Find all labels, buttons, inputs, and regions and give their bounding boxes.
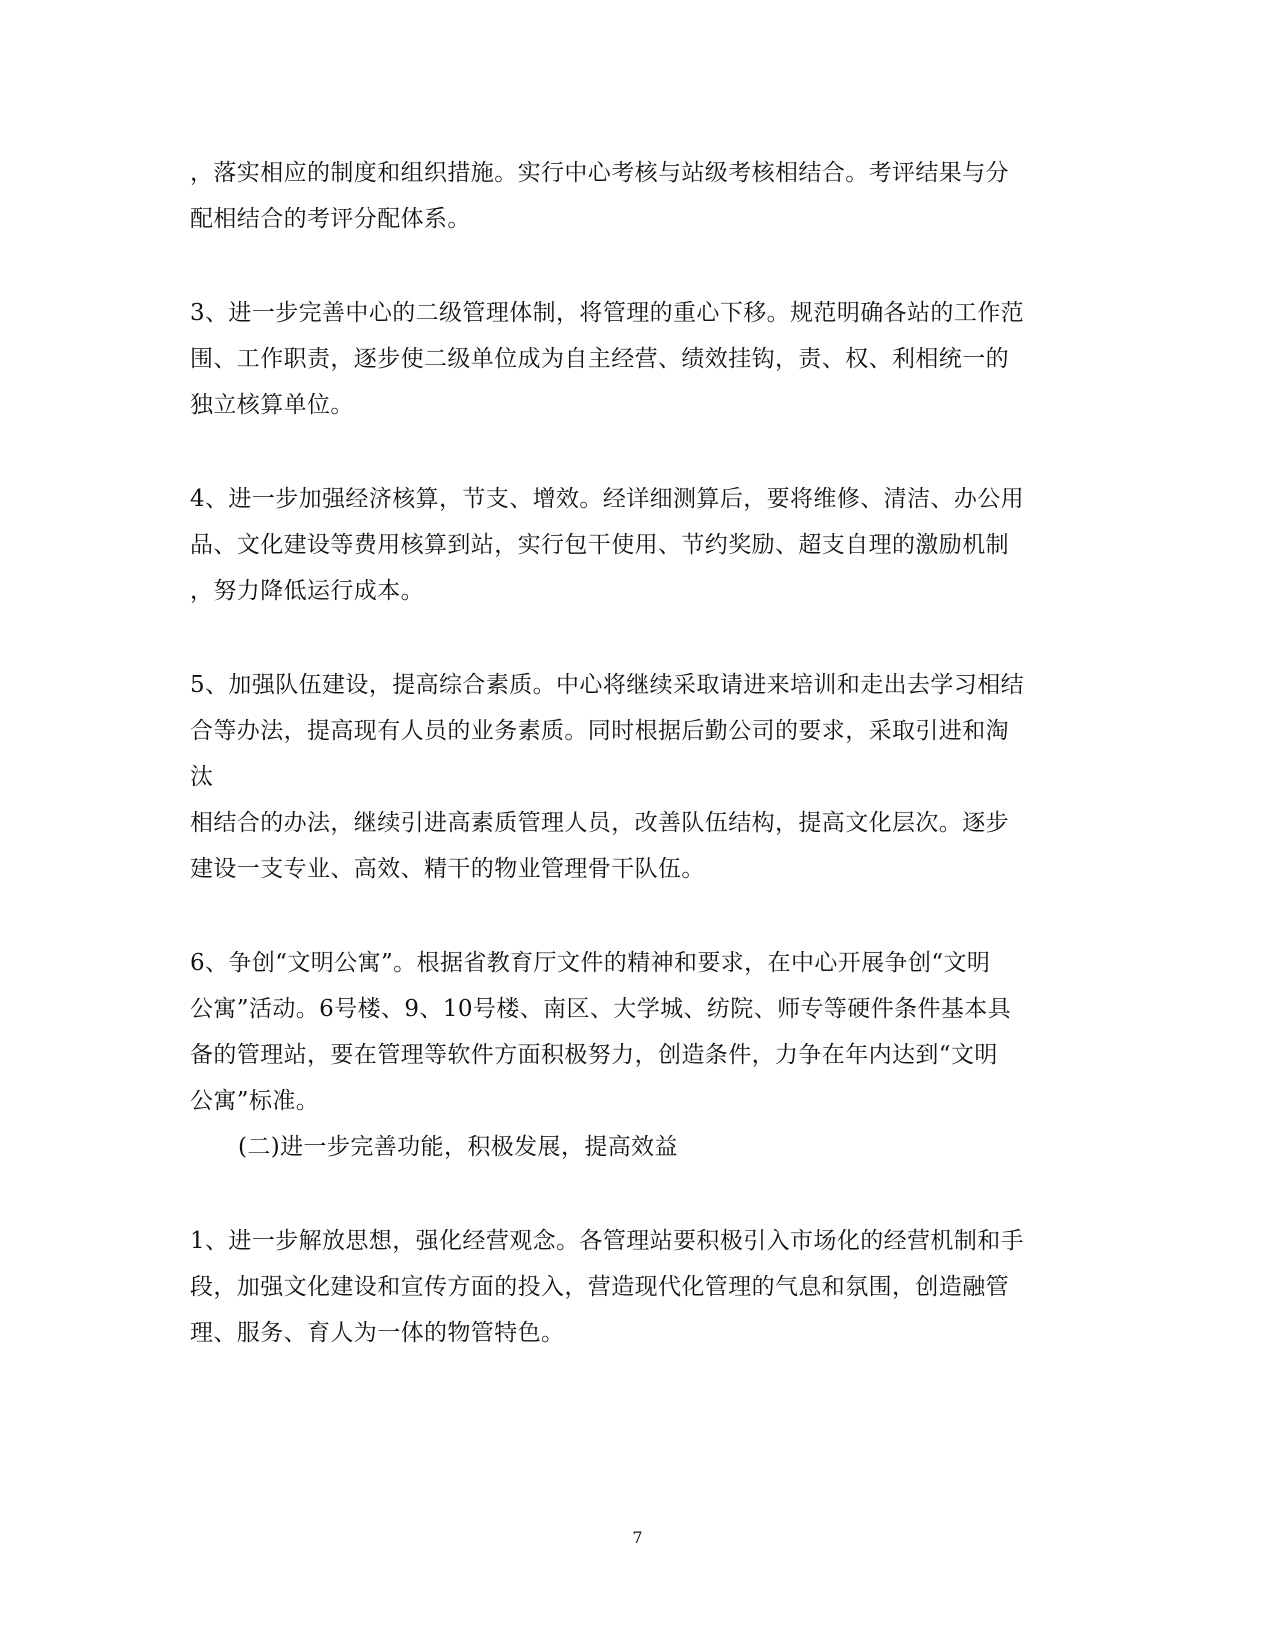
page-number: 7 bbox=[632, 1528, 643, 1547]
paragraph-line: 配相结合的考评分配体系。 bbox=[190, 206, 471, 232]
paragraph-line: 3、进一步完善中心的二级管理体制，将管理的重心下移。规范明确各站的工作范 bbox=[190, 300, 1025, 326]
paragraph-line: 段，加强文化建设和宣传方面的投入，营造现代化管理的气息和氛围，创造融管 bbox=[190, 1274, 1009, 1300]
paragraph-line: 品、文化建设等费用核算到站，实行包干使用、节约奖励、超支自理的激励机制 bbox=[190, 532, 1009, 558]
paragraph-line: 公寓”活动。6号楼、9、10号楼、南区、大学城、纺院、师专等硬件条件基本具 bbox=[190, 996, 1012, 1022]
paragraph-line: 理、服务、育人为一体的物管特色。 bbox=[190, 1320, 565, 1346]
paragraph-line: 围、工作职责，逐步使二级单位成为自主经营、绩效挂钩，责、权、利相统一的 bbox=[190, 346, 1009, 372]
paragraph-line: 5、加强队伍建设，提高综合素质。中心将继续采取请进来培训和走出去学习相结 bbox=[190, 672, 1025, 698]
paragraph-line: 备的管理站，要在管理等软件方面积极努力，创造条件，力争在年内达到“文明 bbox=[190, 1042, 998, 1068]
paragraph-line: 6、争创“文明公寓”。根据省教育厅文件的精神和要求，在中心开展争创“文明 bbox=[190, 950, 991, 976]
paragraph-line: 公寓”标准。 bbox=[190, 1088, 320, 1114]
section-subheading: (二)进一步完善功能，积极发展，提高效益 bbox=[238, 1134, 678, 1160]
paragraph-line: 合等办法，提高现有人员的业务素质。同时根据后勤公司的要求，采取引进和淘 bbox=[190, 718, 1009, 744]
paragraph-line: ，努力降低运行成本。 bbox=[190, 578, 424, 604]
paragraph-line: ，落实相应的制度和组织措施。实行中心考核与站级考核相结合。考评结果与分 bbox=[190, 160, 1009, 186]
paragraph-line: 4、进一步加强经济核算，节支、增效。经详细测算后，要将维修、清洁、办公用 bbox=[190, 486, 1025, 512]
paragraph-line: 相结合的办法，继续引进高素质管理人员，改善队伍结构，提高文化层次。逐步 bbox=[190, 810, 1009, 836]
paragraph-line: 汰 bbox=[190, 764, 214, 790]
paragraph-line: 1、进一步解放思想，强化经营观念。各管理站要积极引入市场化的经营机制和手 bbox=[190, 1228, 1025, 1254]
paragraph-line: 独立核算单位。 bbox=[190, 392, 354, 418]
paragraph-line: 建设一支专业、高效、精干的物业管理骨干队伍。 bbox=[190, 856, 705, 882]
